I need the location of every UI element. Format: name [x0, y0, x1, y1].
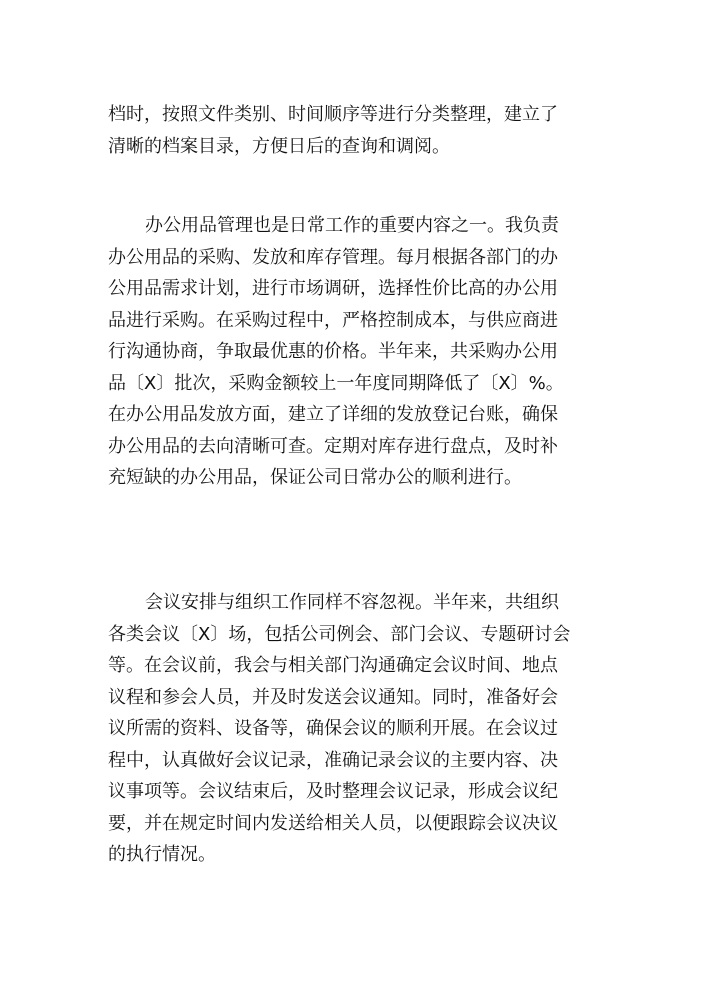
- text-line: 要，并在规定时间内发送给相关人员，以便跟踪会议决议: [108, 812, 558, 834]
- text-line: 会议安排与组织工作同样不容忽视。半年来，共组织: [145, 592, 559, 613]
- text-line: 清晰的档案目录，方便日后的查询和调阅。: [108, 135, 450, 157]
- text-line: 品进行采购。在采购过程中，严格控制成本，与供应商进: [108, 309, 558, 331]
- text-line: 办公用品的采购、发放和库存管理。每月根据各部门的办: [108, 246, 558, 268]
- text-line: 品〔X〕批次，采购金额较上一年度同期降低了〔X〕%。: [108, 372, 564, 394]
- text-line: 充短缺的办公用品，保证公司日常办公的顺利进行。: [108, 467, 522, 488]
- text-line: 公用品需求计划，进行市场调研，选择性价比高的办公用: [108, 278, 558, 299]
- text-line: 等。在会议前，我会与相关部门沟通确定会议时间、地点: [108, 655, 558, 676]
- text-line: 议程和参会人员，并及时发送会议通知。同时，准备好会: [108, 686, 558, 708]
- text-line: 各类会议〔X〕场，包括公司例会、部门会议、专题研讨会: [108, 623, 571, 645]
- paragraph-meeting-organization: [108, 587, 570, 871]
- paragraph-archive-continuation: [108, 99, 558, 162]
- paragraph-office-supplies: [108, 210, 564, 494]
- text-line: 在办公用品发放方面，建立了详细的发放登记台账，确保: [108, 404, 558, 425]
- text-line: 的执行情况。: [108, 844, 216, 865]
- text-line: 办公用品管理也是日常工作的重要内容之一。我负责: [145, 215, 559, 236]
- text-line: 议所需的资料、设备等，确保会议的顺利开展。在会议过: [108, 718, 558, 739]
- text-line: 档时，按照文件类别、时间顺序等进行分类整理，建立了: [108, 104, 558, 125]
- text-line: 行沟通协商，争取最优惠的价格。半年来，共采购办公用: [108, 341, 558, 362]
- text-line: 办公用品的去向清晰可查。定期对库存进行盘点，及时补: [108, 435, 558, 457]
- text-line: 程中，认真做好会议记录，准确记录会议的主要内容、决: [108, 749, 558, 771]
- text-line: 议事项等。会议结束后，及时整理会议记录，形成会议纪: [108, 781, 558, 802]
